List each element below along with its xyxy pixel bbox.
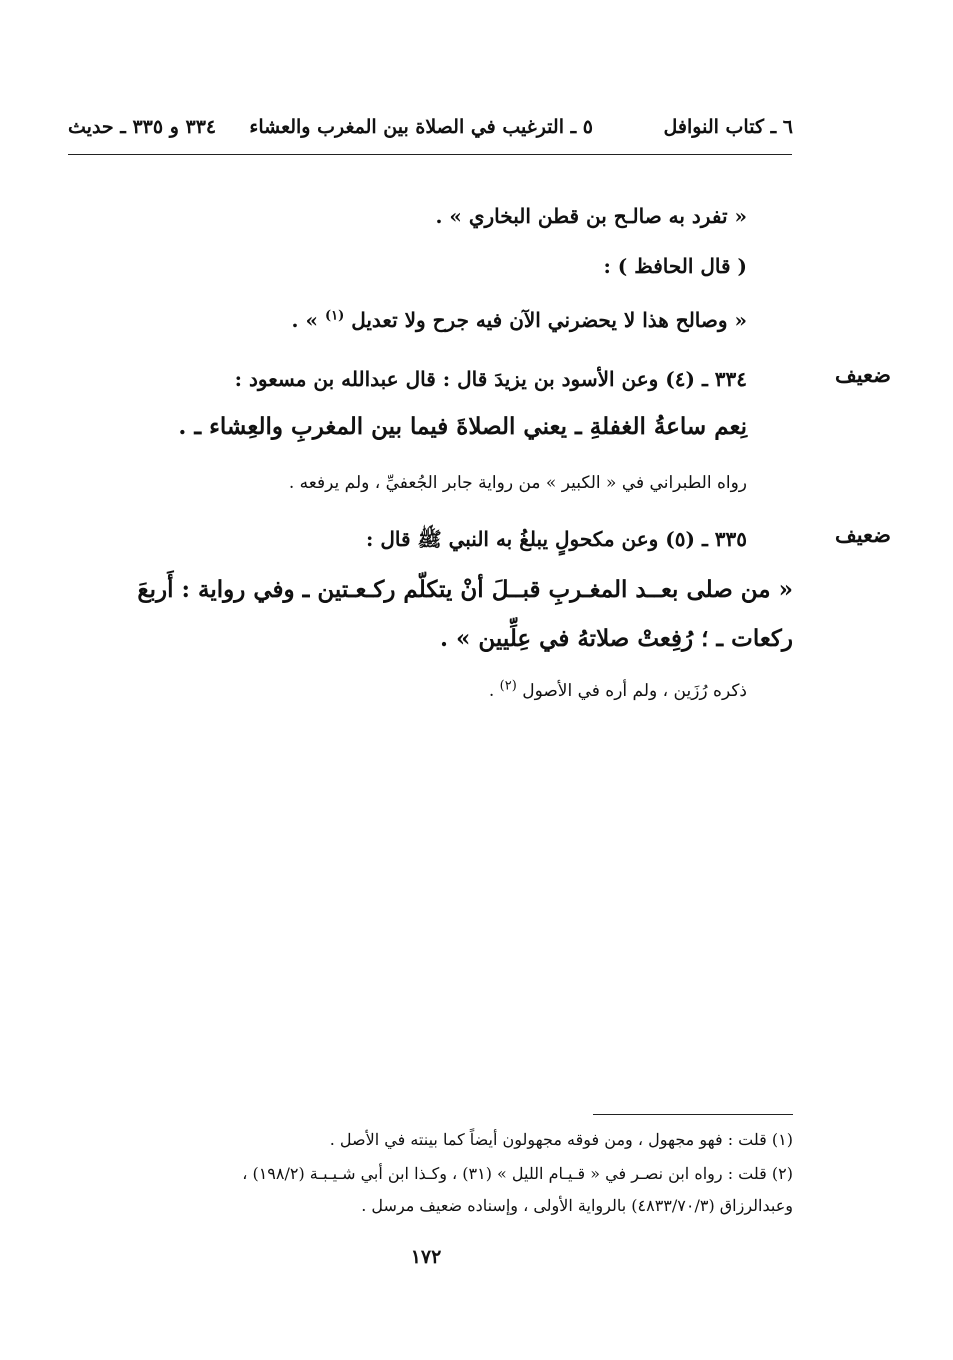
body-line-3-end: » .	[291, 308, 318, 332]
footnote-divider	[593, 1114, 793, 1115]
hadith-335-source-end: .	[488, 681, 495, 701]
footnote-2-line-1: (٢) قلت : رواه ابن نصـر في « قـيـام الليل » (٣١) ، وكـذا ابن أبي شـيـبـة (١٩٨/٢) ،	[242, 1164, 793, 1183]
hadith-334-intro: ٣٣٤ ـ (٤) وعن الأسود بن يزيدَ قال : قال عبدالله بن مسعود :	[234, 367, 747, 391]
footnote-ref-2: (٢)	[499, 678, 517, 694]
footnote-ref-1: (١)	[324, 308, 345, 324]
body-line-2: ( قال الحافظ ) :	[603, 254, 747, 278]
footnote-1: (١) قلت : فهو مجهول ، ومن فوقه مجهولون أيضاً كما بينته في الأصل .	[329, 1130, 793, 1149]
page-number: ١٧٢	[410, 1246, 442, 1268]
hadith-335-text-2: ركعات ـ ؛ رُفِعتْ صلاتهُ في عِلِّيين » .	[440, 625, 793, 652]
hadith-334-source: رواه الطبراني في « الكبير » من رواية جابر الجُعفيِّ ، ولم يرفعه .	[288, 473, 747, 493]
hadith-335-grade: ضعيف	[834, 522, 891, 547]
hadith-335-text-1: « من صلى بعــد المغـربِ قبــلَ أنْ يتكلّم ركـعـتين ـ وفي رواية : أَربعَ	[137, 576, 793, 603]
body-line-3	[292, 305, 747, 335]
header-divider	[68, 154, 792, 155]
hadith-334-grade: ضعيف	[834, 362, 891, 387]
hadith-335-intro: ٣٣٥ ـ (٥) وعن مكحولٍ يبلغُ به النبي ﷺ قال :	[365, 527, 747, 551]
header-hadith-range: ٣٣٤ و ٣٣٥ ـ حديث	[68, 116, 217, 138]
footnote-2-line-2: وعبدالرزاق (٤٨٣٣/٧٠/٣) بالرواية الأولى ، وإسناده ضعيف مرسل .	[361, 1196, 793, 1215]
hadith-334-text: نِعم ساعةُ الغفلةِ ـ يعني الصلاةَ فيما بين المغربِ والعِشاء ـ .	[178, 413, 747, 440]
body-line-3-text: « وصالح هذا لا يحضرني الآن فيه جرح ولا تعديل	[351, 308, 747, 332]
body-line-1: « تفرد به صالـح بن قطن البخاري » .	[435, 204, 747, 228]
header-chapter: ٦ ـ كتاب النوافل	[663, 116, 793, 138]
hadith-335-source-text: ذكره رُزَين ، ولم أره في الأصول	[522, 681, 747, 701]
hadith-335-source	[489, 676, 747, 706]
header-section: ٥ ـ الترغيب في الصلاة بين المغرب والعشاء	[249, 116, 593, 138]
